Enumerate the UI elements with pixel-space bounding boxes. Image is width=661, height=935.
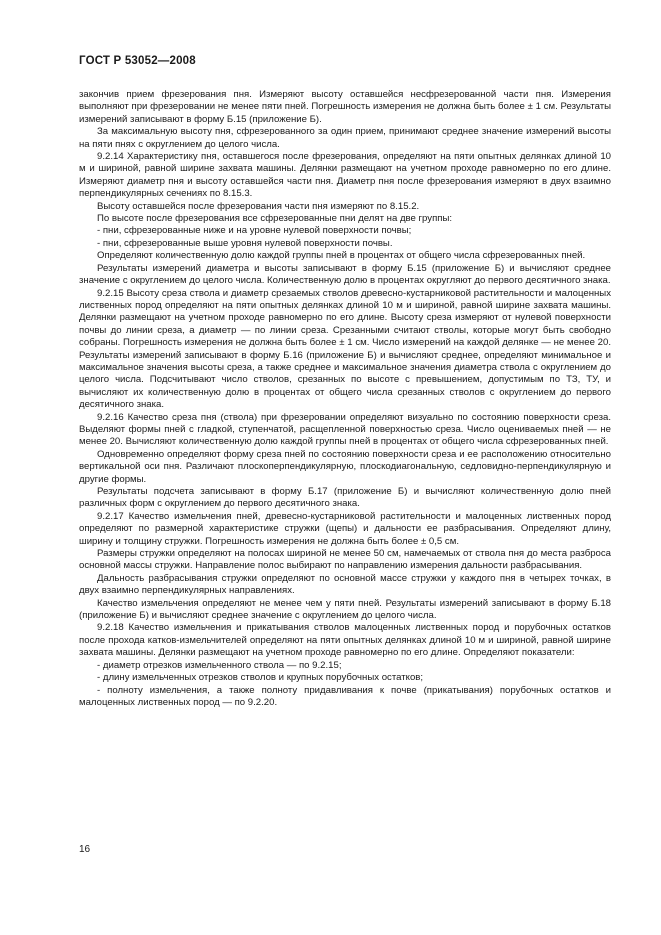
paragraph: Одновременно определяют форму среза пней по состоянию поверхности среза и ее расположению относительно вертикальной оси пня. Различают плоскоперпендикулярную, плоскодиагональную, седловидно-перпендикулярную и другие формы. bbox=[79, 448, 611, 485]
paragraph: закончив прием фрезерования пня. Измеряют высоту оставшейся несфрезерованной части пня. Измерения выполняют при фрезеровании не менее пяти пней. Погрешность измерения не должна быть более ± 1 см. Результаты измерений записывают в форму Б.15 (приложение Б). bbox=[79, 89, 611, 125]
document-body bbox=[79, 89, 611, 709]
list-item: - пни, сфрезерованные ниже и на уровне нулевой поверхности почвы; bbox=[97, 225, 412, 237]
paragraph: 9.2.17 Качество измельчения пней, древесно-кустарниковой растительности и малоценных лиственных пород определяют по размерной характеристике стружки (щепы) и дальности ее разбрасывания. Определяют длину, ширину и толщину стружки. Погрешность измерения не должна быть более ± 0,5 см. bbox=[79, 510, 611, 547]
list-item: - полноту измельчения, а также полноту придавливания к почве (прикатывания) порубочных остатков и малоценных лиственных пород — по 9.2.20. bbox=[79, 684, 611, 708]
paragraph: Качество измельчения определяют не менее чем у пяти пней. Результаты измерений записывают в форму Б.18 (приложение Б) и вычисляют среднее значение с округлением до целого числа. bbox=[79, 597, 611, 622]
paragraph: За максимальную высоту пня, сфрезерованного за один прием, принимают среднее значение измерений высоты на пяти пнях с округлением до целого числа. bbox=[79, 126, 611, 150]
paragraph: Результаты измерений диаметра и высоты записывают в форму Б.15 (приложение Б) и вычисляют среднее значение с округлением до целого числа. Количественную долю в процентах округляют до первого десятичного знака. bbox=[79, 262, 611, 287]
paragraph: Результаты подсчета записывают в форму Б.17 (приложение Б) и вычисляют количественную долю пней различных форм с округлением до первого десятичного знака. bbox=[79, 486, 611, 510]
paragraph: Дальность разбрасывания стружки определяют по основной массе стружки у каждого пня в четырех точках, в двух взаимно перпендикулярных направлениях. bbox=[79, 572, 611, 597]
list-item: - диаметр отрезков измельченного ствола — по 9.2.15; bbox=[97, 659, 342, 671]
paragraph: Размеры стружки определяют на полосах шириной не менее 50 см, намечаемых от ствола пня до места разброса основной массы стружки. Направление полос выбирают по направлению измерения дальности разбрасывания. bbox=[79, 548, 611, 572]
page-title: ГОСТ Р 53052—2008 bbox=[79, 55, 196, 67]
paragraph: 9.2.15 Высоту среза ствола и диаметр срезаемых стволов древесно-кустарниковой растительности и малоценных лиственных пород определяют на пяти опытных делянках длиной 10 м и шириной, равной ширине захвата машины. Делянки размещают на учетном проходе равномерно по его длине. Высоту среза измеряют от нулевой поверхности почвы до линии среза, а диаметр — по линии среза. Срезанными считают стволы, которые могут быть свободно собраны. Погрешность измерения не должна быть более ± 1 см. Число измерений на каждой делянке — не менее 20. Результаты измерений записывают в форму Б.16 (приложение Б) и вычисляют среднее, определяют минимальное и максимальное значения высоты среза, а также среднее и максимальное значения диаметра ствола с округлением до целого числа. Подсчитывают число стволов, срезанных по высоте с превышением, допустимым по ТЗ, ТУ, и вычисляют их количественную долю в процентах от общего числа срезанных стволов с округлением до первого десятичного знака. bbox=[79, 287, 611, 411]
page-number: 16 bbox=[79, 844, 91, 855]
paragraph: Высоту оставшейся после фрезерования части пня измеряют по 8.15.2. bbox=[97, 200, 420, 212]
paragraph: 9.2.16 Качество среза пня (ствола) при фрезеровании определяют визуально по состоянию поверхности среза. Выделяют формы пней с гладкой, ступенчатой, расщепленной поверхностью среза. Число оцениваемых пней — не менее 20. Вычисляют количественную долю каждой группы пней в процентах от общего числа сфрезерованных пней. bbox=[79, 411, 611, 448]
list-item: - длину измельченных отрезков стволов и крупных порубочных остатков; bbox=[97, 672, 424, 684]
list-item: - пни, сфрезерованные выше уровня нулевой поверхности почвы. bbox=[97, 237, 393, 249]
paragraph: 9.2.18 Качество измельчения и прикатывания стволов малоценных лиственных пород и порубочных остатков после прохода катков-измельчителей определяют на пяти опытных делянках длиной 10 м и шириной, равной ширине захвата машины. Делянки размещают на учетном проходе равномерно по его длине. Определяют показатели: bbox=[79, 622, 611, 659]
paragraph: Определяют количественную долю каждой группы пней в процентах от общего числа сфрезерованных пней. bbox=[97, 250, 586, 262]
paragraph: По высоте после фрезерования все сфрезерованные пни делят на две группы: bbox=[97, 213, 453, 225]
paragraph: 9.2.14 Характеристику пня, оставшегося после фрезерования, определяют на пяти опытных делянках длиной 10 м и шириной, равной ширине захвата машины. Делянки размещают на учетном проходе равномерно по его длине. Измеряют диаметр пня и высоту оставшейся части пня. Диаметр пня после фрезерования измеряют в двух взаимно перпендикулярных сечениях по 8.15.3. bbox=[79, 151, 611, 200]
